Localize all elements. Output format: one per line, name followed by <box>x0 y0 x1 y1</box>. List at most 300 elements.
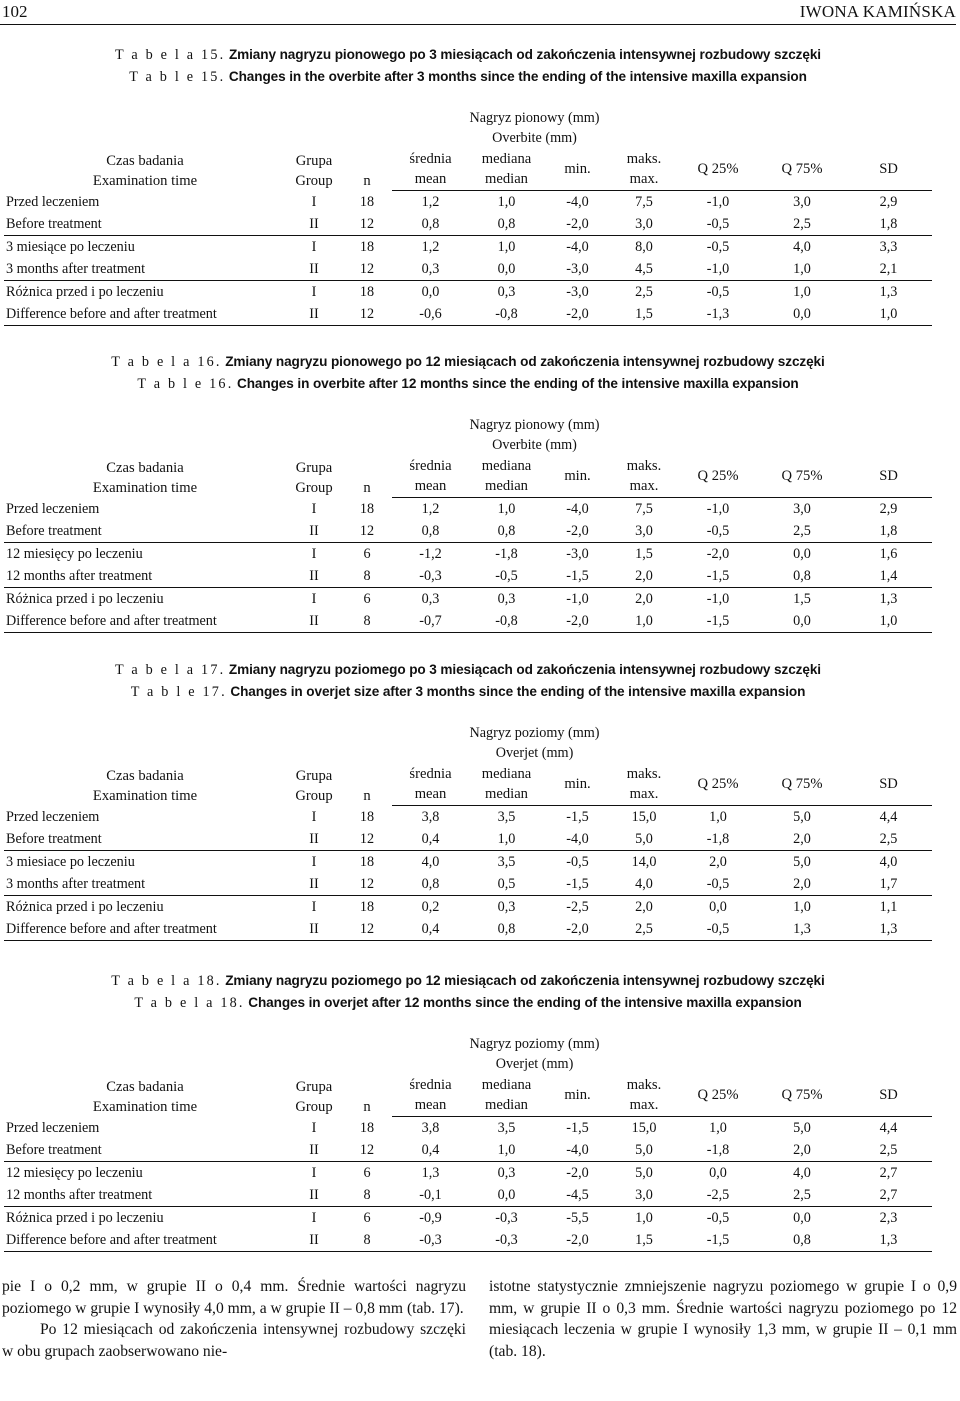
cell-max: 15,0 <box>631 1120 657 1136</box>
cell-sd: 1,0 <box>845 610 932 633</box>
cell-mean: -1,2 <box>419 546 442 562</box>
caption-label: T a b e l a 17. <box>115 662 226 678</box>
cell-sd: 1,7 <box>845 873 932 896</box>
cell-max: 3,0 <box>611 213 677 236</box>
cell-group: II <box>286 610 342 633</box>
cell-max: 1,5 <box>635 546 653 562</box>
body-paragraph: istotne statystycznie zmniejszenie nagryzu poziomego w grupie I o 0,9 mm, w grupie II o 0,3 mm. Średnie wartości nagryzu poziomego po 12 miesiącach leczenia w grupie I wynosiły 1,3 mm, w grupie II – 0,1 mm (tab. 18). <box>489 1278 957 1360</box>
row-label: 12 miesięcy po leczeniu <box>6 1165 143 1181</box>
cell-q25: -1,0 <box>677 258 759 281</box>
cell-mean: 0,2 <box>421 899 440 915</box>
cell-group: I <box>311 284 317 300</box>
caption-title: Changes in the overbite after 3 months since the ending of the intensive maxilla expansion <box>228 69 807 84</box>
cell-max: 7,5 <box>635 501 653 517</box>
row-label: Różnica przed i po leczeniu <box>6 284 164 300</box>
cell-sd: 2,5 <box>845 1139 932 1162</box>
cell-mean: -0,7 <box>392 610 469 633</box>
caption-title: Zmiany nagryzu poziomego po 3 miesiącach od zakończenia intensywnej rozbudowy szczęki <box>228 662 821 677</box>
cell-q75: 1,5 <box>793 591 811 607</box>
running-head <box>0 0 956 24</box>
cell-mean: -0,6 <box>392 303 469 326</box>
cell-sd: 1,8 <box>845 520 932 543</box>
header-measure: Nagryz pionowy (mm) <box>469 110 600 126</box>
table-row <box>4 543 932 566</box>
header-examination-time: Czas badania Examination time <box>92 767 198 804</box>
cell-median: 0,8 <box>469 918 544 941</box>
cell-q75: 2,5 <box>759 1184 845 1207</box>
caption-label: T a b e l a 16. <box>111 354 222 370</box>
cell-mean: 0,4 <box>392 918 469 941</box>
caption-pl <box>4 351 932 373</box>
cell-max: 4,0 <box>611 873 677 896</box>
body-paragraph: pie I o 0,2 mm, w grupie II o 0,4 mm. Średnie wartości nagryzu poziomego w grupie I wynosiły 4,0 mm, a w grupie II – 0,8 mm (tab. 17). <box>2 1278 466 1317</box>
cell-group: I <box>311 546 317 562</box>
cell-mean: 0,8 <box>392 520 469 543</box>
cell-mean: 0,3 <box>421 591 440 607</box>
cell-group: I <box>311 193 317 210</box>
table-row <box>4 565 932 588</box>
cell-mean: 1,2 <box>421 239 440 255</box>
cell-mean: 1,3 <box>421 1165 440 1181</box>
cell-max: 2,5 <box>611 918 677 941</box>
table-row <box>4 1184 932 1207</box>
cell-max: 2,0 <box>635 591 653 607</box>
cell-q75: 1,0 <box>793 284 811 300</box>
cell-sd: 2,9 <box>879 194 898 210</box>
table-row <box>4 806 932 829</box>
cell-mean: 4,0 <box>421 854 440 870</box>
cell-min: -0,5 <box>566 854 589 870</box>
cell-median: -0,3 <box>469 1229 544 1252</box>
cell-q75: 3,0 <box>793 501 811 517</box>
caption-label: T a b e l a 18. <box>111 973 222 989</box>
cell-q25: 1,0 <box>709 809 727 825</box>
cell-q75: 5,0 <box>793 854 811 870</box>
header-n: n <box>363 1098 371 1115</box>
row-label: Różnica przed i po leczeniu <box>6 591 164 607</box>
row-label: Przed leczeniem <box>6 808 100 825</box>
cell-median: 3,5 <box>497 854 516 870</box>
cell-q25: -1,0 <box>706 194 730 210</box>
caption-pl <box>4 659 932 681</box>
cell-q25: -1,0 <box>706 501 730 517</box>
header-mean: średnia mean <box>392 1074 469 1117</box>
header-median: mediana median <box>469 148 544 191</box>
cell-sd: 4,4 <box>879 1120 898 1136</box>
cell-mean: 0,4 <box>392 828 469 851</box>
cell-q75: 0,0 <box>759 303 845 326</box>
cell-min: -2,0 <box>544 520 611 543</box>
cell-group: II <box>286 873 342 896</box>
cell-max: 3,0 <box>611 1184 677 1207</box>
row-label: 3 miesiące po leczeniu <box>6 239 135 255</box>
caption-title: Zmiany nagryzu pionowego po 3 miesiącach od zakończenia intensywnej rozbudowy szczęki <box>228 47 821 62</box>
cell-q75: 3,0 <box>793 194 811 210</box>
cell-min: -4,0 <box>566 239 589 255</box>
body-text-right-column <box>489 1276 957 1362</box>
table-16 <box>4 351 932 633</box>
row-label: Difference before and after treatment <box>4 303 286 326</box>
cell-sd: 2,9 <box>879 501 898 517</box>
row-label: 3 months after treatment <box>4 258 286 281</box>
cell-mean: 0,8 <box>392 873 469 896</box>
header-measure: Nagryz poziomy (mm) <box>469 1036 600 1052</box>
header-examination-time: Czas badania Examination time <box>92 459 198 496</box>
cell-mean: 0,3 <box>392 258 469 281</box>
header-max: maks. max. <box>611 148 677 191</box>
cell-q75: 0,8 <box>759 565 845 588</box>
cell-median: -0,8 <box>469 610 544 633</box>
row-label: 12 miesięcy po leczeniu <box>6 546 143 562</box>
cell-max: 2,5 <box>635 284 653 300</box>
header-q75: Q 75% <box>759 1074 845 1117</box>
caption-title: Changes in overjet after 12 months since the ending of the intensive maxilla expansion <box>248 995 802 1010</box>
table-row <box>4 191 932 214</box>
caption-en <box>4 992 932 1014</box>
cell-n: 18 <box>359 284 375 300</box>
table-body <box>4 806 932 941</box>
cell-mean: 3,8 <box>421 809 440 825</box>
cell-median: -0,8 <box>469 303 544 326</box>
header-q25: Q 25% <box>677 455 759 498</box>
cell-sd: 2,7 <box>845 1184 932 1207</box>
cell-q75: 0,8 <box>759 1229 845 1252</box>
cell-max: 2,0 <box>635 899 653 915</box>
cell-n: 18 <box>359 239 375 255</box>
row-label: Difference before and after treatment <box>4 610 286 633</box>
header-measure-en: Overbite (mm) <box>492 130 577 146</box>
cell-n: 8 <box>342 1229 392 1252</box>
row-label: Różnica przed i po leczeniu <box>6 1210 164 1226</box>
cell-group: I <box>311 239 317 255</box>
cell-max: 5,0 <box>611 828 677 851</box>
table-18 <box>4 970 932 1252</box>
header-n: n <box>363 787 371 804</box>
cell-q25: -0,5 <box>677 213 759 236</box>
cell-q75: 2,0 <box>759 828 845 851</box>
cell-min: -1,0 <box>566 591 589 607</box>
header-q75: Q 75% <box>759 455 845 498</box>
cell-n: 18 <box>359 1119 375 1136</box>
table-row <box>4 1229 932 1252</box>
cell-min: -3,0 <box>566 284 589 300</box>
row-label: Before treatment <box>4 213 286 236</box>
cell-mean: 0,4 <box>392 1139 469 1162</box>
cell-median: 0,3 <box>497 591 516 607</box>
cell-q25: -2,5 <box>677 1184 759 1207</box>
header-sd: SD <box>845 455 932 498</box>
table-17 <box>4 659 932 941</box>
cell-n: 12 <box>342 873 392 896</box>
table-row <box>4 213 932 236</box>
cell-mean: 0,0 <box>421 284 440 300</box>
header-measure: Nagryz pionowy (mm) <box>469 417 600 433</box>
cell-min: -3,0 <box>566 546 589 562</box>
cell-q75: 2,0 <box>759 1139 845 1162</box>
cell-n: 18 <box>359 193 375 210</box>
table-row <box>4 281 932 304</box>
caption-title: Zmiany nagryzu pionowego po 12 miesiącach od zakończenia intensywnej rozbudowy szczęki <box>225 354 825 369</box>
cell-sd: 3,3 <box>879 239 898 255</box>
cell-sd: 4,0 <box>879 854 898 870</box>
cell-q75: 2,5 <box>759 520 845 543</box>
cell-group: II <box>286 828 342 851</box>
cell-q25: 0,0 <box>709 899 727 915</box>
caption-pl <box>4 44 932 66</box>
caption-en <box>4 373 932 395</box>
cell-group: I <box>311 591 317 607</box>
cell-n: 8 <box>342 610 392 633</box>
running-head-author: IWONA KAMIŃSKA <box>799 2 956 21</box>
caption-label: T a b e l a 18. <box>134 995 245 1011</box>
cell-sd: 1,6 <box>879 546 898 562</box>
cell-group: II <box>286 1229 342 1252</box>
body-text-left-column <box>2 1276 466 1362</box>
cell-group: II <box>286 565 342 588</box>
cell-q75: 5,0 <box>793 1120 811 1136</box>
cell-group: II <box>286 1139 342 1162</box>
cell-n: 12 <box>342 303 392 326</box>
cell-median: 0,8 <box>469 520 544 543</box>
table-row <box>4 1117 932 1140</box>
cell-q25: -0,5 <box>706 239 730 255</box>
caption-en <box>4 66 932 88</box>
cell-group: II <box>286 213 342 236</box>
table-row <box>4 303 932 326</box>
cell-group: I <box>311 500 317 517</box>
cell-q25: -1,5 <box>677 565 759 588</box>
cell-max: 1,5 <box>611 1229 677 1252</box>
header-min: min. <box>544 763 611 806</box>
cell-n: 12 <box>342 258 392 281</box>
header-min: min. <box>544 148 611 191</box>
cell-group: I <box>311 899 317 915</box>
cell-median: -1,8 <box>495 546 518 562</box>
table-row <box>4 828 932 851</box>
cell-q25: -1,5 <box>677 610 759 633</box>
header-q75: Q 75% <box>759 763 845 806</box>
cell-n: 18 <box>359 899 375 915</box>
cell-n: 8 <box>342 1184 392 1207</box>
cell-group: II <box>286 918 342 941</box>
cell-q25: -2,0 <box>706 546 730 562</box>
row-label: Before treatment <box>4 1139 286 1162</box>
table-row <box>4 610 932 633</box>
row-label: 12 months after treatment <box>4 1184 286 1207</box>
header-group: Grupa Group <box>295 459 333 496</box>
cell-q25: -0,5 <box>706 284 730 300</box>
cell-n: 6 <box>363 591 371 607</box>
row-label: Difference before and after treatment <box>4 918 286 941</box>
cell-median: 0,0 <box>469 1184 544 1207</box>
cell-q25: -0,5 <box>706 1210 730 1226</box>
table-row <box>4 1139 932 1162</box>
data-table <box>4 1024 932 1252</box>
cell-mean: 0,8 <box>392 213 469 236</box>
cell-min: -2,0 <box>544 610 611 633</box>
cell-median: 0,3 <box>497 1165 516 1181</box>
cell-sd: 2,1 <box>845 258 932 281</box>
data-table <box>4 713 932 941</box>
header-max: maks. max. <box>611 455 677 498</box>
row-label: Różnica przed i po leczeniu <box>6 899 164 915</box>
cell-sd: 1,8 <box>845 213 932 236</box>
cell-n: 6 <box>363 1165 371 1181</box>
cell-group: I <box>311 808 317 825</box>
header-n: n <box>363 479 371 496</box>
cell-mean: 3,8 <box>421 1120 440 1136</box>
caption-label: T a b l e 15. <box>129 69 226 85</box>
header-measure-en: Overjet (mm) <box>495 1056 574 1072</box>
cell-group: I <box>311 1119 317 1136</box>
cell-sd: 1,1 <box>879 899 898 915</box>
cell-max: 8,0 <box>635 239 653 255</box>
cell-q25: 2,0 <box>709 854 727 870</box>
header-q75: Q 75% <box>759 148 845 191</box>
table-body <box>4 1117 932 1252</box>
table-row <box>4 1162 932 1185</box>
row-label: Before treatment <box>4 828 286 851</box>
cell-max: 5,0 <box>611 1139 677 1162</box>
cell-median: 0,5 <box>469 873 544 896</box>
cell-min: -1,5 <box>544 565 611 588</box>
header-rule <box>0 24 956 25</box>
cell-max: 14,0 <box>631 854 657 870</box>
cell-median: 0,8 <box>469 213 544 236</box>
header-max: maks. max. <box>611 763 677 806</box>
cell-q75: 4,0 <box>793 1165 811 1181</box>
cell-q25: -0,5 <box>677 918 759 941</box>
header-mean: średnia mean <box>392 148 469 191</box>
table-row <box>4 918 932 941</box>
header-max: maks. max. <box>611 1074 677 1117</box>
cell-median: 0,3 <box>497 899 516 915</box>
cell-max: 2,0 <box>611 565 677 588</box>
cell-q25: 1,0 <box>709 1120 727 1136</box>
cell-q25: -1,5 <box>677 1229 759 1252</box>
caption-label: T a b e l a 15. <box>115 47 226 63</box>
cell-n: 12 <box>342 213 392 236</box>
row-label: 3 miesiace po leczeniu <box>6 854 135 870</box>
cell-min: -2,0 <box>544 213 611 236</box>
table-row <box>4 1207 932 1230</box>
cell-q75: 4,0 <box>793 239 811 255</box>
header-min: min. <box>544 1074 611 1117</box>
caption-en <box>4 681 932 703</box>
cell-sd: 1,3 <box>845 918 932 941</box>
row-label: Przed leczeniem <box>6 193 100 210</box>
cell-median: 3,5 <box>497 1120 516 1136</box>
cell-q25: 0,0 <box>709 1165 727 1181</box>
cell-q75: 2,5 <box>759 213 845 236</box>
caption-label: T a b l e 17. <box>130 684 227 700</box>
cell-min: -1,5 <box>544 873 611 896</box>
cell-mean: 1,2 <box>421 194 440 210</box>
cell-min: -3,0 <box>544 258 611 281</box>
cell-q75: 1,0 <box>759 258 845 281</box>
table-row <box>4 873 932 896</box>
cell-max: 5,0 <box>635 1165 653 1181</box>
table-row <box>4 258 932 281</box>
page-number: 102 <box>2 2 28 21</box>
header-median: mediana median <box>469 455 544 498</box>
header-median: mediana median <box>469 1074 544 1117</box>
cell-median: -0,5 <box>469 565 544 588</box>
header-sd: SD <box>845 763 932 806</box>
row-label: Przed leczeniem <box>6 500 100 517</box>
cell-sd: 1,0 <box>845 303 932 326</box>
cell-mean: -0,3 <box>392 565 469 588</box>
table-row <box>4 498 932 521</box>
row-label: Before treatment <box>4 520 286 543</box>
caption-pl <box>4 970 932 992</box>
cell-q75: 0,0 <box>793 546 811 562</box>
cell-q75: 2,0 <box>759 873 845 896</box>
cell-median: -0,3 <box>495 1210 518 1226</box>
header-sd: SD <box>845 1074 932 1117</box>
cell-min: -4,0 <box>544 828 611 851</box>
cell-min: -5,5 <box>566 1210 589 1226</box>
cell-median: 1,0 <box>497 501 516 517</box>
cell-mean: -0,1 <box>392 1184 469 1207</box>
cell-min: -1,5 <box>566 1120 589 1136</box>
cell-max: 7,5 <box>635 194 653 210</box>
cell-mean: -0,3 <box>392 1229 469 1252</box>
header-group: Grupa Group <box>295 767 333 804</box>
header-measure-en: Overbite (mm) <box>492 437 577 453</box>
cell-max: 4,5 <box>611 258 677 281</box>
cell-n: 12 <box>342 828 392 851</box>
cell-min: -4,0 <box>544 1139 611 1162</box>
cell-min: -1,5 <box>566 809 589 825</box>
cell-q75: 1,3 <box>759 918 845 941</box>
data-table <box>4 98 932 326</box>
cell-n: 6 <box>363 546 371 562</box>
cell-sd: 2,5 <box>845 828 932 851</box>
cell-median: 1,0 <box>469 828 544 851</box>
cell-group: II <box>286 303 342 326</box>
cell-median: 3,5 <box>497 809 516 825</box>
cell-sd: 1,3 <box>879 284 898 300</box>
header-examination-time: Czas badania Examination time <box>92 152 198 189</box>
cell-group: I <box>311 854 317 870</box>
cell-min: -4,0 <box>566 501 589 517</box>
table-row <box>4 896 932 919</box>
table-body <box>4 191 932 326</box>
cell-min: -2,5 <box>566 899 589 915</box>
body-paragraph: Po 12 miesiącach od zakończenia intensywnej rozbudowy szczęki w obu grupach zaobserwowano nie- <box>2 1321 466 1360</box>
cell-sd: 1,3 <box>879 591 898 607</box>
cell-max: 15,0 <box>631 809 657 825</box>
cell-sd: 1,3 <box>845 1229 932 1252</box>
header-median: mediana median <box>469 763 544 806</box>
table-row <box>4 236 932 259</box>
cell-group: I <box>311 1210 317 1226</box>
cell-median: 0,0 <box>469 258 544 281</box>
table-15 <box>4 44 932 326</box>
cell-min: -2,0 <box>544 918 611 941</box>
cell-q25: -1,8 <box>677 1139 759 1162</box>
header-q25: Q 25% <box>677 763 759 806</box>
cell-min: -2,0 <box>544 1229 611 1252</box>
cell-q25: -0,5 <box>677 520 759 543</box>
cell-group: II <box>286 520 342 543</box>
cell-min: -2,0 <box>566 1165 589 1181</box>
header-q25: Q 25% <box>677 148 759 191</box>
header-q25: Q 25% <box>677 1074 759 1117</box>
header-mean: średnia mean <box>392 455 469 498</box>
cell-sd: 1,4 <box>845 565 932 588</box>
